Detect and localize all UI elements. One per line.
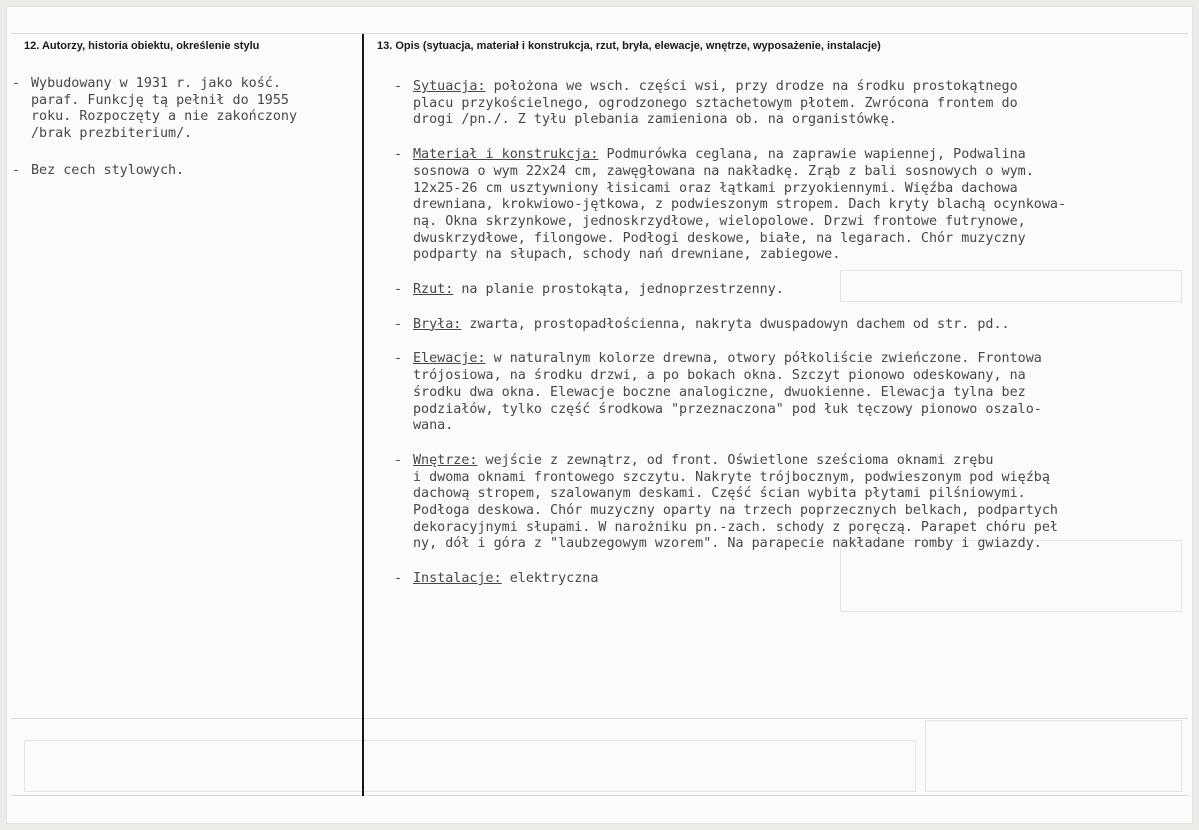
description-text: zwarta, prostopadłościenna, nakryta dwuspadowyn dachem od str. pd.. xyxy=(461,316,1010,332)
section-title: Wnętrze: xyxy=(413,452,478,468)
description-line xyxy=(413,282,1194,299)
description-line xyxy=(413,503,1194,520)
description-text: położona we wsch. części wsi, przy drodze na środku prostokątnego xyxy=(485,79,1018,94)
description-text: drogi /pn./. Z tyłu plebania zamieniona ob. na organistówkę. xyxy=(413,112,897,128)
description-line xyxy=(413,181,1194,198)
form-rule xyxy=(11,718,1188,719)
description-text: Podłoga deskowa. Chór muzyczny oparty na trzech poprzecznych belkach, podpartych xyxy=(413,503,1058,519)
form-top-rule xyxy=(11,33,1188,34)
description-entry xyxy=(394,351,1194,435)
description-line xyxy=(413,402,1194,419)
section-title: Materiał i konstrukcja: xyxy=(413,147,599,163)
description-text: ny, dół i góra z "laubzegowym wzorem". Na parapecie nakładane romby i gwiazdy. xyxy=(413,536,1042,552)
bullet-dash: - xyxy=(394,351,403,367)
description-line xyxy=(413,368,1194,385)
description-text: wana. xyxy=(413,418,454,434)
description-text: drewniana, krokwiowo-jętkowa, z podwieszonym stropem. Dach kryty blachą ocynkowa- xyxy=(413,197,1067,213)
description-text: trójosiowa, na środku drzwi, a po bokach okna. Szczyt pionowo odeskowany, na xyxy=(413,368,1026,384)
bullet-dash: - xyxy=(12,162,21,178)
history-line: paraf. Funkcję tą pełnił do 1955 xyxy=(31,92,289,108)
bullet-dash: - xyxy=(394,282,403,298)
description-text: w naturalnym kolorze drewna, otwory półkoliście zwieńczone. Frontowa xyxy=(485,351,1042,367)
section-12-header: 12. Autorzy, historia obiektu, określenie stylu xyxy=(24,40,260,52)
history-entry xyxy=(12,76,352,143)
description-line xyxy=(413,247,1194,264)
description-text: 12x25-26 cm usztywniony łisicami oraz łątkami przyokiennymi. Więźba dachowa xyxy=(413,180,1018,196)
section-title: Rzut: xyxy=(413,282,454,298)
description-line xyxy=(413,214,1194,231)
description-line xyxy=(413,453,1194,470)
description-line xyxy=(413,520,1194,537)
section-title: Bryła: xyxy=(413,316,462,332)
description-line xyxy=(413,112,1194,129)
description-text: podziałów, tylko część środkowa "przeznaczona" pod łuk tęczowy pionowo oszalo- xyxy=(413,401,1042,417)
description-entry xyxy=(394,317,1194,334)
history-line: roku. Rozpoczęty a nie zakończony xyxy=(31,109,298,125)
section-title: Elewacje: xyxy=(413,351,486,367)
column-divider xyxy=(362,34,364,796)
description-line xyxy=(413,79,1194,96)
history-line: Bez cech stylowych. xyxy=(31,162,185,178)
description-line xyxy=(413,351,1194,368)
description-entry xyxy=(394,282,1194,299)
description-line xyxy=(413,418,1194,435)
description-line xyxy=(413,96,1194,113)
section-title: Instalacje: xyxy=(413,571,502,587)
bullet-dash: - xyxy=(394,571,403,587)
description-text: na planie prostokąta, jednoprzestrzenny. xyxy=(453,282,784,298)
description-line xyxy=(413,197,1194,214)
history-column xyxy=(12,76,352,200)
description-line xyxy=(413,536,1194,553)
description-text: dachową stropem, szalowanym deskami. Część ścian wybita płytami pilśniowymi. xyxy=(413,486,1026,502)
history-line: Wybudowany w 1931 r. jako kość. xyxy=(31,76,281,91)
description-line xyxy=(413,147,1194,164)
description-line xyxy=(413,231,1194,248)
section-13-header: 13. Opis (sytuacja, materiał i konstrukcja, rzut, bryła, elewacje, wnętrze, wyposażenie, instalacje) xyxy=(377,40,881,52)
description-text: ną. Okna skrzynkowe, jednoskrzydłowe, wielopolowe. Drzwi frontowe futrynowe, xyxy=(413,213,1026,229)
history-line: /brak prezbiterium/. xyxy=(31,126,193,142)
description-text: środku dwa okna. Elewacje boczne analogiczne, dwuokienne. Elewacja tylna bez xyxy=(413,384,1026,400)
description-entry xyxy=(394,79,1194,129)
description-text: dwuskrzydłowe, filongowe. Podłogi deskowe, białe, na legarach. Chór muzyczny xyxy=(413,230,1026,246)
description-entry xyxy=(394,147,1194,264)
section-title: Sytuacja: xyxy=(413,79,486,94)
description-line xyxy=(413,571,1194,588)
bullet-dash: - xyxy=(394,452,403,468)
description-text: elektryczna xyxy=(501,571,599,587)
description-line xyxy=(413,470,1194,487)
form-bottom-rule xyxy=(11,795,1188,796)
description-entry xyxy=(394,453,1194,553)
description-line xyxy=(413,317,1194,334)
description-line xyxy=(413,385,1194,402)
description-text: placu przykościelnego, ogrodzonego sztachetowym płotem. Zwrócona frontem do xyxy=(413,95,1018,111)
ghost-box xyxy=(925,720,1182,792)
description-text: podparty na słupach, schody nań drewniane, zabiegowe. xyxy=(413,247,841,263)
description-line xyxy=(413,164,1194,181)
description-text: sosnowa o wym 22x24 cm, zawęgłowana na nakładkę. Zrąb z bali sosnowych o wym. xyxy=(413,163,1034,179)
bullet-dash: - xyxy=(394,79,403,94)
description-text: i dwoma oknami frontowego szczytu. Nakryte trójbocznym, podwieszonym pod więźbą xyxy=(413,469,1050,485)
history-entry xyxy=(12,163,352,180)
bullet-dash: - xyxy=(394,316,403,332)
bullet-dash: - xyxy=(12,76,21,91)
description-column xyxy=(394,79,1194,606)
description-line xyxy=(413,486,1194,503)
bullet-dash: - xyxy=(394,147,403,163)
ghost-box xyxy=(24,740,916,792)
description-entry xyxy=(394,571,1194,588)
description-text: wejście z zewnątrz, od front. Oświetlone sześcioma oknami zrębu xyxy=(477,452,994,468)
description-text: dekoracyjnymi słupami. W narożniku pn.-zach. schody z poręczą. Parapet chóru peł xyxy=(413,519,1058,535)
description-text: Podmurówka ceglana, na zaprawie wapiennej, Podwalina xyxy=(598,147,1026,163)
